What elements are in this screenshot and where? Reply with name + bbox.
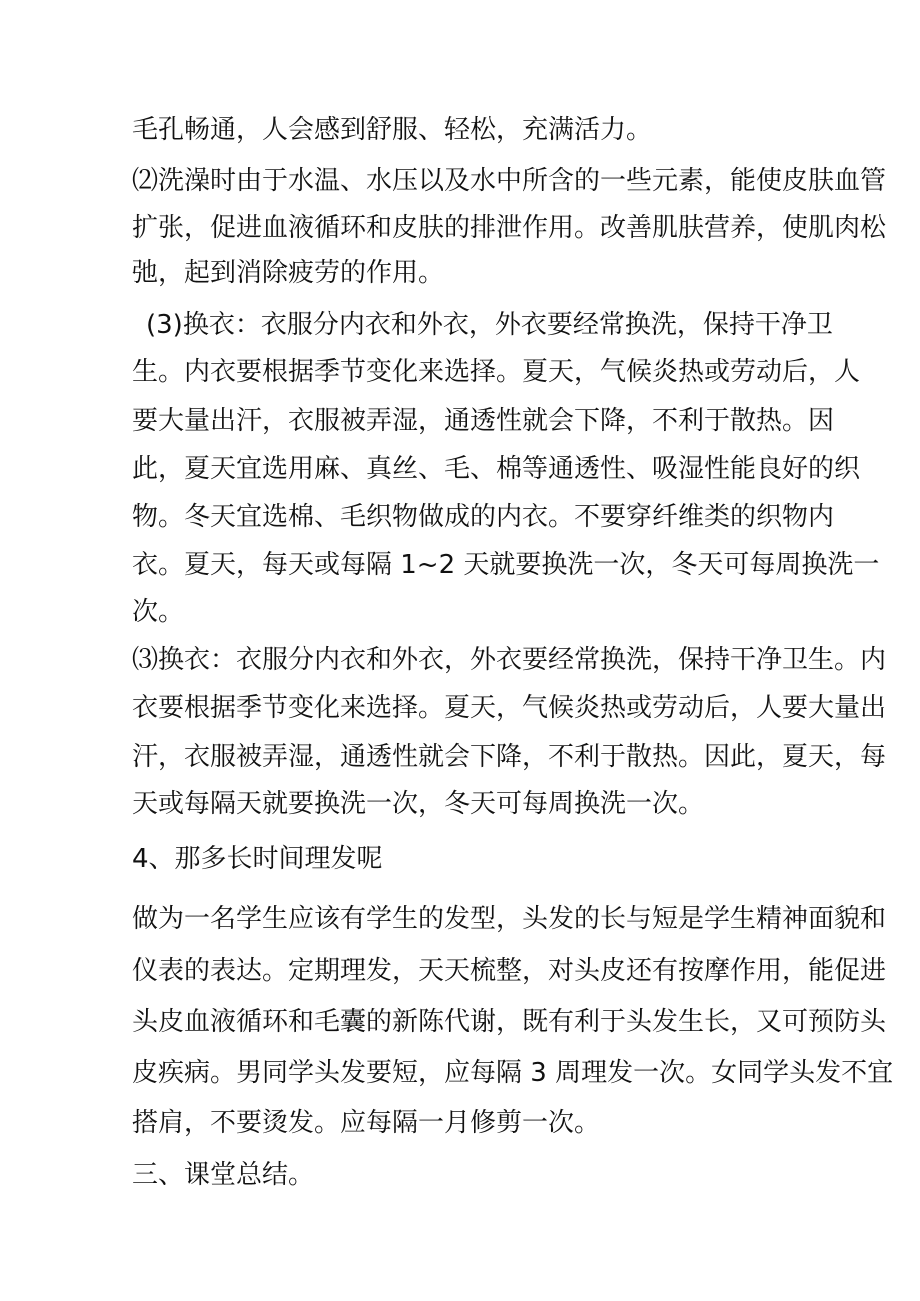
section-heading: 4、那多长时间理发呢 (132, 844, 383, 874)
text-line: ⑶换衣：衣服分内衣和外衣，外衣要经常换洗，保持干净卫生。内 (132, 645, 887, 675)
text-line: ⑵洗澡时由于水温、水压以及水中所含的一些元素，能使皮肤血管 (132, 166, 887, 196)
text-line: 次。 (132, 597, 185, 627)
text-line: 做为一名学生应该有学生的发型，头发的长与短是学生精神面貌和 (132, 904, 887, 934)
text-line: 此，夏天宜选用麻、真丝、毛、棉等通透性、吸湿性能良好的织 (132, 454, 861, 484)
text-line: 仪表的表达。定期理发，天天梳整，对头皮还有按摩作用，能促进 (132, 956, 887, 986)
text-line: 要大量出汗，衣服被弄湿，通透性就会下降，不利于散热。因 (132, 406, 835, 436)
text-line: 天或每隔天就要换洗一次，冬天可每周换洗一次。 (132, 789, 705, 819)
text-line: 衣要根据季节变化来选择。夏天，气候炎热或劳动后，人要大量出 (132, 693, 887, 723)
text-line: 头皮血液循环和毛囊的新陈代谢，既有利于头发生长，又可预防头 (132, 1007, 887, 1037)
text-line: 弛，起到消除疲劳的作用。 (132, 258, 445, 288)
section-heading: 三、课堂总结。 (132, 1160, 315, 1190)
text-line: 汗，衣服被弄湿，通透性就会下降，不利于散热。因此，夏天，每 (132, 742, 887, 772)
text-line: (3)换衣：衣服分内衣和外衣，外衣要经常换洗，保持干净卫 (146, 310, 833, 340)
text-line: 搭肩，不要烫发。应每隔一月修剪一次。 (132, 1108, 601, 1138)
text-line: 生。内衣要根据季节变化来选择。夏天，气候炎热或劳动后，人 (132, 357, 861, 387)
text-line: 扩张，促进血液循环和皮肤的排泄作用。改善肌肤营养，使肌肉松 (132, 213, 887, 243)
text-line: 物。冬天宜选棉、毛织物做成的内衣。不要穿纤维类的织物内 (132, 502, 835, 532)
text-line: 皮疾病。男同学头发要短，应每隔 3 周理发一次。女同学头发不宜 (132, 1058, 894, 1088)
text-line: 衣。夏天，每天或每隔 1~2 天就要换洗一次，冬天可每周换洗一 (132, 550, 880, 580)
text-line: 毛孔畅通，人会感到舒服、轻松，充满活力。 (132, 115, 653, 145)
